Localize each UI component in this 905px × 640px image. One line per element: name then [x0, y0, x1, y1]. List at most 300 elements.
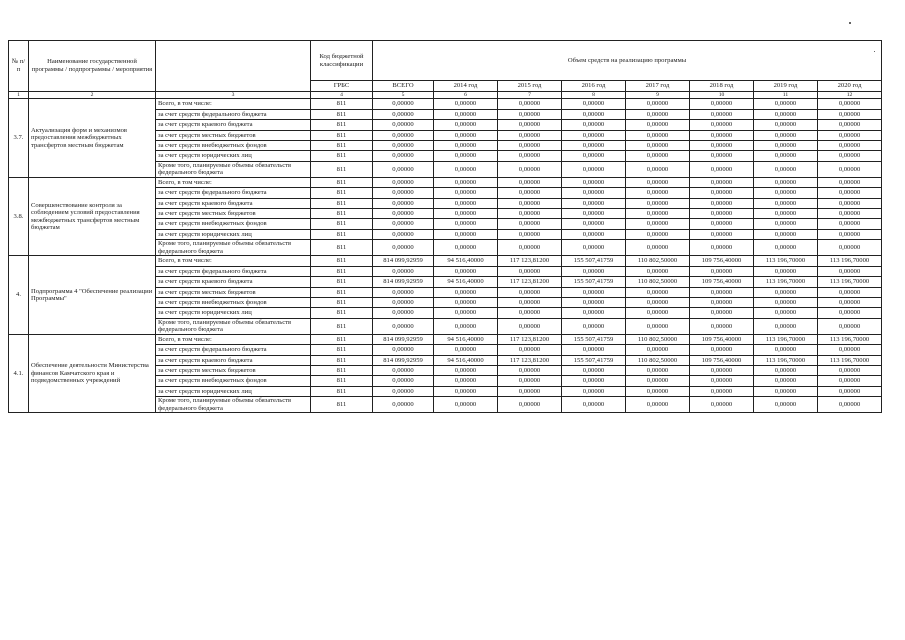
section-name: Обеспечение деятельности Министерства финансов Камчатского края и подведомственных учреждений [29, 334, 156, 413]
year-value: 0,00000 [434, 386, 498, 396]
funding-source: за счет средств федерального бюджета [156, 345, 311, 355]
year-value: 0,00000 [626, 177, 690, 187]
header-year: 2017 год [626, 81, 690, 92]
year-value: 0,00000 [434, 130, 498, 140]
year-value: 0,00000 [626, 386, 690, 396]
year-value: 0,00000 [818, 397, 882, 413]
grbs-code: 811 [311, 198, 373, 208]
column-number: 3 [156, 92, 311, 99]
funding-source: Всего, в том числе: [156, 256, 311, 266]
header-year: 2020 год [818, 81, 882, 92]
year-value: 0,00000 [690, 240, 754, 256]
year-value: 0,00000 [562, 198, 626, 208]
budget-document [8, 40, 881, 413]
funding-source: за счет средств местных бюджетов [156, 287, 311, 297]
funding-source: за счет средств федерального бюджета [156, 266, 311, 276]
year-value: 0,00000 [690, 209, 754, 219]
year-value: 0,00000 [754, 99, 818, 109]
year-value: 0,00000 [498, 177, 562, 187]
grbs-code: 811 [311, 355, 373, 365]
column-number-row [9, 92, 882, 99]
year-value: 0,00000 [690, 229, 754, 239]
year-value: 0,00000 [562, 229, 626, 239]
budget-table [8, 40, 882, 413]
grbs-code: 811 [311, 308, 373, 318]
grbs-code: 811 [311, 386, 373, 396]
year-value: 0,00000 [626, 130, 690, 140]
year-value: 110 802,50000 [626, 256, 690, 266]
header-total: ВСЕГО [373, 81, 434, 92]
year-value: 0,00000 [562, 318, 626, 334]
year-value: 0,00000 [626, 266, 690, 276]
year-value: 94 516,40000 [434, 256, 498, 266]
year-value: 0,00000 [818, 240, 882, 256]
year-value: 0,00000 [818, 297, 882, 307]
year-value: 0,00000 [818, 177, 882, 187]
column-number: 11 [754, 92, 818, 99]
column-number: 1 [9, 92, 29, 99]
year-value: 0,00000 [498, 109, 562, 119]
year-value: 0,00000 [434, 209, 498, 219]
year-value: 155 507,41759 [562, 277, 626, 287]
year-value: 0,00000 [690, 130, 754, 140]
grbs-code: 811 [311, 277, 373, 287]
year-value: 0,00000 [754, 240, 818, 256]
grbs-code: 811 [311, 161, 373, 177]
funding-source: Кроме того, планируемые объемы обязательств федерального бюджета [156, 240, 311, 256]
year-value: 0,00000 [562, 99, 626, 109]
year-value: 0,00000 [690, 99, 754, 109]
year-value: 0,00000 [690, 109, 754, 119]
year-value: 113 196,70000 [818, 277, 882, 287]
year-value: 0,00000 [626, 308, 690, 318]
funding-source: за счет средств юридических лиц [156, 229, 311, 239]
year-value: 0,00000 [498, 219, 562, 229]
year-value: 0,00000 [754, 345, 818, 355]
year-value: 0,00000 [562, 287, 626, 297]
year-value: 0,00000 [754, 318, 818, 334]
grbs-code: 811 [311, 109, 373, 119]
year-value: 0,00000 [434, 397, 498, 413]
year-value: 0,00000 [562, 120, 626, 130]
funding-source: Всего, в том числе: [156, 334, 311, 344]
year-value: 0,00000 [818, 109, 882, 119]
year-value: 0,00000 [562, 219, 626, 229]
column-number: 9 [626, 92, 690, 99]
header-code: Код бюджетной классификации [311, 41, 373, 81]
funding-source: за счет средств краевого бюджета [156, 355, 311, 365]
total-value: 0,00000 [373, 386, 434, 396]
year-value: 0,00000 [754, 151, 818, 161]
year-value: 0,00000 [434, 229, 498, 239]
year-value: 0,00000 [434, 376, 498, 386]
year-value: 0,00000 [690, 177, 754, 187]
year-value: 0,00000 [754, 287, 818, 297]
grbs-code: 811 [311, 177, 373, 187]
year-value: 0,00000 [690, 140, 754, 150]
total-value: 0,00000 [373, 240, 434, 256]
grbs-code: 811 [311, 256, 373, 266]
funding-source: Всего, в том числе: [156, 177, 311, 187]
year-value: 0,00000 [818, 219, 882, 229]
total-value: 0,00000 [373, 345, 434, 355]
year-value: 0,00000 [754, 177, 818, 187]
year-value: 0,00000 [690, 198, 754, 208]
total-value: 0,00000 [373, 266, 434, 276]
year-value: 0,00000 [690, 318, 754, 334]
grbs-code: 811 [311, 219, 373, 229]
header-name: Наименование государственной программы / подпрограммы / мероприятия [29, 41, 156, 92]
year-value: 0,00000 [498, 151, 562, 161]
year-value: 0,00000 [690, 151, 754, 161]
grbs-code: 811 [311, 188, 373, 198]
year-value: 0,00000 [498, 366, 562, 376]
year-value: 0,00000 [754, 397, 818, 413]
total-value: 0,00000 [373, 376, 434, 386]
funding-source: Кроме того, планируемые объемы обязательств федерального бюджета [156, 161, 311, 177]
year-value: 0,00000 [498, 345, 562, 355]
year-value: 0,00000 [754, 209, 818, 219]
year-value: 0,00000 [818, 209, 882, 219]
total-value: 0,00000 [373, 188, 434, 198]
year-value: 0,00000 [434, 99, 498, 109]
year-value: 0,00000 [498, 99, 562, 109]
grbs-code: 811 [311, 318, 373, 334]
year-value: 110 802,50000 [626, 334, 690, 344]
year-value: 0,00000 [562, 130, 626, 140]
year-value: 0,00000 [498, 120, 562, 130]
year-value: 0,00000 [562, 188, 626, 198]
year-value: 0,00000 [818, 140, 882, 150]
year-value: 0,00000 [626, 209, 690, 219]
header-volume: Объем средств на реализацию программы [373, 41, 882, 81]
year-value: 113 196,70000 [754, 277, 818, 287]
year-value: 0,00000 [626, 297, 690, 307]
year-value: 0,00000 [498, 318, 562, 334]
funding-source: за счет средств юридических лиц [156, 308, 311, 318]
grbs-code: 811 [311, 151, 373, 161]
header-grbs: ГРБС [311, 81, 373, 92]
total-value: 0,00000 [373, 308, 434, 318]
year-value: 0,00000 [498, 229, 562, 239]
year-value: 0,00000 [434, 177, 498, 187]
total-value: 0,00000 [373, 99, 434, 109]
year-value: 0,00000 [498, 140, 562, 150]
year-value: 0,00000 [498, 376, 562, 386]
funding-source: за счет средств местных бюджетов [156, 130, 311, 140]
year-value: 0,00000 [498, 198, 562, 208]
year-value: 109 756,40000 [690, 256, 754, 266]
year-value: 0,00000 [690, 345, 754, 355]
year-value: 0,00000 [818, 345, 882, 355]
year-value: 0,00000 [626, 345, 690, 355]
grbs-code: 811 [311, 376, 373, 386]
funding-source: за счет средств внебюджетных фондов [156, 376, 311, 386]
funding-source: за счет средств внебюджетных фондов [156, 297, 311, 307]
section-name: Подпрограмма 4 "Обеспечение реализации Программы" [29, 256, 156, 335]
year-value: 0,00000 [562, 397, 626, 413]
year-value: 0,00000 [690, 366, 754, 376]
year-value: 0,00000 [562, 151, 626, 161]
grbs-code: 811 [311, 297, 373, 307]
year-value: 110 802,50000 [626, 277, 690, 287]
funding-source: за счет средств краевого бюджета [156, 277, 311, 287]
year-value: 109 756,40000 [690, 355, 754, 365]
grbs-code: 811 [311, 366, 373, 376]
year-value: 0,00000 [818, 188, 882, 198]
funding-source: за счет средств внебюджетных фондов [156, 140, 311, 150]
year-value: 0,00000 [498, 287, 562, 297]
total-value: 814 099,92959 [373, 355, 434, 365]
total-value: 0,00000 [373, 366, 434, 376]
year-value: 0,00000 [626, 151, 690, 161]
table-row [9, 334, 882, 344]
header-year: 2018 год [690, 81, 754, 92]
year-value: 0,00000 [818, 99, 882, 109]
year-value: 0,00000 [498, 161, 562, 177]
year-value: 0,00000 [562, 209, 626, 219]
total-value: 0,00000 [373, 130, 434, 140]
year-value: 0,00000 [434, 366, 498, 376]
year-value: 0,00000 [626, 287, 690, 297]
year-value: 0,00000 [690, 120, 754, 130]
grbs-code: 811 [311, 345, 373, 355]
total-value: 0,00000 [373, 229, 434, 239]
year-value: 0,00000 [434, 161, 498, 177]
year-value: 0,00000 [754, 386, 818, 396]
year-value: 0,00000 [626, 240, 690, 256]
grbs-code: 811 [311, 120, 373, 130]
year-value: 0,00000 [818, 308, 882, 318]
year-value: 0,00000 [562, 386, 626, 396]
year-value: 0,00000 [754, 229, 818, 239]
total-value: 0,00000 [373, 287, 434, 297]
year-value: 94 516,40000 [434, 334, 498, 344]
total-value: 814 099,92959 [373, 277, 434, 287]
total-value: 814 099,92959 [373, 334, 434, 344]
header-year: 2015 год [498, 81, 562, 92]
year-value: 0,00000 [690, 386, 754, 396]
year-value: 0,00000 [498, 386, 562, 396]
year-value: 0,00000 [626, 318, 690, 334]
year-value: 113 196,70000 [754, 256, 818, 266]
year-value: 0,00000 [434, 151, 498, 161]
header-no: № п/п [9, 41, 29, 92]
year-value: 0,00000 [818, 229, 882, 239]
table-row [9, 256, 882, 266]
total-value: 0,00000 [373, 161, 434, 177]
total-value: 0,00000 [373, 109, 434, 119]
year-value: 0,00000 [498, 240, 562, 256]
column-number: 8 [562, 92, 626, 99]
year-value: 117 123,81200 [498, 355, 562, 365]
total-value: 0,00000 [373, 209, 434, 219]
year-value: 0,00000 [818, 266, 882, 276]
total-value: 0,00000 [373, 297, 434, 307]
table-header [9, 41, 882, 99]
year-value: 0,00000 [754, 266, 818, 276]
year-value: 0,00000 [754, 366, 818, 376]
year-value: 0,00000 [562, 109, 626, 119]
year-value: 0,00000 [754, 219, 818, 229]
year-value: 117 123,81200 [498, 277, 562, 287]
year-value: 0,00000 [626, 99, 690, 109]
year-value: 0,00000 [434, 345, 498, 355]
year-value: 0,00000 [690, 376, 754, 386]
column-number: 5 [373, 92, 434, 99]
year-value: 0,00000 [690, 188, 754, 198]
year-value: 113 196,70000 [754, 355, 818, 365]
funding-source: за счет средств внебюджетных фондов [156, 219, 311, 229]
column-number: 7 [498, 92, 562, 99]
header-year: 2016 год [562, 81, 626, 92]
year-value: 0,00000 [626, 120, 690, 130]
grbs-code: 811 [311, 266, 373, 276]
year-value: 155 507,41759 [562, 355, 626, 365]
grbs-code: 811 [311, 99, 373, 109]
total-value: 0,00000 [373, 151, 434, 161]
funding-source: Всего, в том числе: [156, 99, 311, 109]
year-value: 0,00000 [562, 140, 626, 150]
year-value: 0,00000 [754, 308, 818, 318]
year-value: 113 196,70000 [818, 256, 882, 266]
funding-source: за счет средств краевого бюджета [156, 120, 311, 130]
funding-source: за счет средств федерального бюджета [156, 109, 311, 119]
year-value: 94 516,40000 [434, 277, 498, 287]
year-value: 0,00000 [818, 318, 882, 334]
year-value: 109 756,40000 [690, 334, 754, 344]
year-value: 0,00000 [626, 109, 690, 119]
funding-source: за счет средств юридических лиц [156, 386, 311, 396]
year-value: 0,00000 [562, 240, 626, 256]
grbs-code: 811 [311, 229, 373, 239]
grbs-code: 811 [311, 140, 373, 150]
funding-source: Кроме того, планируемые объемы обязательств федерального бюджета [156, 318, 311, 334]
year-value: 0,00000 [818, 130, 882, 140]
year-value: 0,00000 [434, 188, 498, 198]
year-value: 0,00000 [690, 161, 754, 177]
year-value: 0,00000 [690, 266, 754, 276]
year-value: 0,00000 [626, 198, 690, 208]
year-value: 0,00000 [626, 397, 690, 413]
year-value: 0,00000 [818, 151, 882, 161]
section-name: Совершенствование контроля за соблюдением условий предоставления межбюджетных трансфертов местным бюджетам [29, 177, 156, 256]
year-value: 0,00000 [626, 376, 690, 386]
year-value: 0,00000 [562, 177, 626, 187]
grbs-code: 811 [311, 209, 373, 219]
column-number: 12 [818, 92, 882, 99]
year-value: 0,00000 [754, 297, 818, 307]
year-value: 117 123,81200 [498, 334, 562, 344]
year-value: 0,00000 [626, 140, 690, 150]
grbs-code: 811 [311, 287, 373, 297]
section-name: Актуализация форм и механизмов предоставления межбюджетных трансфертов местным бюджетам [29, 99, 156, 178]
total-value: 0,00000 [373, 120, 434, 130]
year-value: 0,00000 [754, 140, 818, 150]
year-value: 0,00000 [818, 198, 882, 208]
year-value: 110 802,50000 [626, 355, 690, 365]
year-value: 0,00000 [626, 188, 690, 198]
year-value: 0,00000 [498, 297, 562, 307]
year-value: 113 196,70000 [818, 355, 882, 365]
year-value: 0,00000 [562, 366, 626, 376]
year-value: 0,00000 [818, 120, 882, 130]
year-value: 0,00000 [434, 109, 498, 119]
header-year: 2014 год [434, 81, 498, 92]
year-value: 0,00000 [626, 219, 690, 229]
year-value: 155 507,41759 [562, 256, 626, 266]
year-value: 117 123,81200 [498, 256, 562, 266]
funding-source: за счет средств юридических лиц [156, 151, 311, 161]
year-value: 0,00000 [434, 266, 498, 276]
funding-source: за счет средств федерального бюджета [156, 188, 311, 198]
year-value: 0,00000 [690, 219, 754, 229]
year-value: 0,00000 [498, 130, 562, 140]
year-value: 0,00000 [434, 198, 498, 208]
year-value: 0,00000 [434, 219, 498, 229]
year-value: 0,00000 [434, 287, 498, 297]
year-value: 0,00000 [754, 198, 818, 208]
total-value: 814 099,92959 [373, 256, 434, 266]
funding-source: за счет средств местных бюджетов [156, 209, 311, 219]
year-value: 0,00000 [754, 130, 818, 140]
year-value: 0,00000 [498, 308, 562, 318]
section-number: 3.7. [9, 99, 29, 178]
section-number: 4. [9, 256, 29, 335]
year-value: 0,00000 [818, 287, 882, 297]
year-value: 0,00000 [498, 209, 562, 219]
year-value: 113 196,70000 [754, 334, 818, 344]
year-value: 0,00000 [498, 266, 562, 276]
year-value: 0,00000 [754, 109, 818, 119]
year-value: 0,00000 [754, 376, 818, 386]
year-value: 0,00000 [690, 308, 754, 318]
year-value: 0,00000 [626, 229, 690, 239]
year-value: 0,00000 [690, 287, 754, 297]
year-value: 94 516,40000 [434, 355, 498, 365]
total-value: 0,00000 [373, 177, 434, 187]
year-value: 0,00000 [562, 297, 626, 307]
year-value: 0,00000 [434, 297, 498, 307]
year-value: 0,00000 [498, 188, 562, 198]
year-value: 0,00000 [818, 366, 882, 376]
year-value: 0,00000 [434, 120, 498, 130]
year-value: 0,00000 [562, 345, 626, 355]
funding-source: Кроме того, планируемые объемы обязательств федерального бюджета [156, 397, 311, 413]
year-value: 0,00000 [562, 161, 626, 177]
year-value: 0,00000 [434, 140, 498, 150]
column-number: 6 [434, 92, 498, 99]
year-value: 0,00000 [754, 161, 818, 177]
year-value: 0,00000 [818, 161, 882, 177]
grbs-code: 811 [311, 130, 373, 140]
year-value: 0,00000 [498, 397, 562, 413]
total-value: 0,00000 [373, 397, 434, 413]
year-value: 0,00000 [626, 161, 690, 177]
column-number: 4 [311, 92, 373, 99]
grbs-code: 811 [311, 240, 373, 256]
header-year: 2019 год [754, 81, 818, 92]
year-value: 0,00000 [690, 297, 754, 307]
scan-speck [849, 22, 851, 24]
table-row [9, 177, 882, 187]
grbs-code: 811 [311, 397, 373, 413]
year-value: 0,00000 [818, 376, 882, 386]
year-value: 0,00000 [562, 308, 626, 318]
year-value: 0,00000 [818, 386, 882, 396]
total-value: 0,00000 [373, 219, 434, 229]
year-value: 0,00000 [434, 240, 498, 256]
